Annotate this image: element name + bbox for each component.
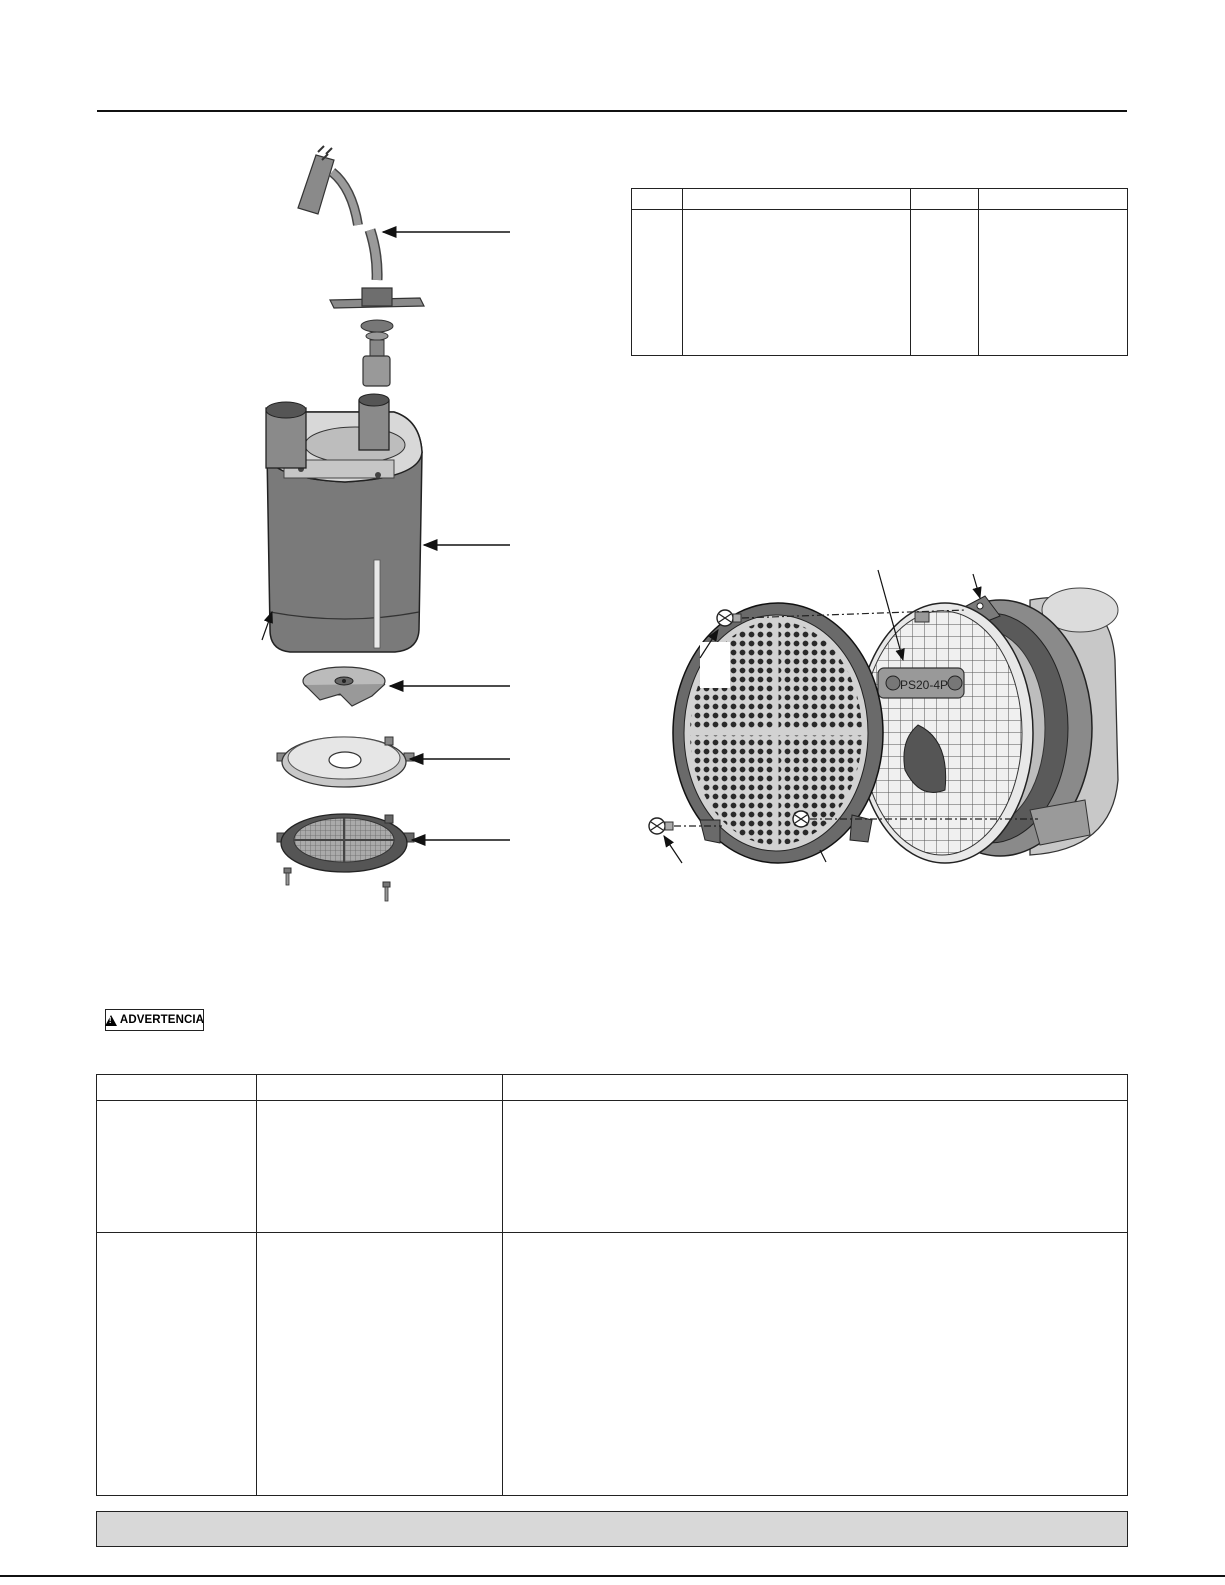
bottom-rule: [0, 1575, 1225, 1577]
warning-triangle-icon: [105, 1015, 117, 1026]
warning-badge: [105, 1009, 204, 1031]
trouble-table-col-divider: [256, 1075, 257, 1495]
troubleshooting-table: [96, 1074, 1128, 1496]
screen-cover-icon: [673, 603, 883, 863]
trouble-table-row-divider: [97, 1232, 1127, 1233]
trouble-table-header-divider: [97, 1100, 1127, 1101]
warning-label: ADVERTENCIA: [119, 1014, 205, 1026]
footer-bar: [96, 1511, 1128, 1547]
trouble-table-col-divider: [502, 1075, 503, 1495]
screen-molded-label: PS20-4P: [899, 678, 949, 692]
